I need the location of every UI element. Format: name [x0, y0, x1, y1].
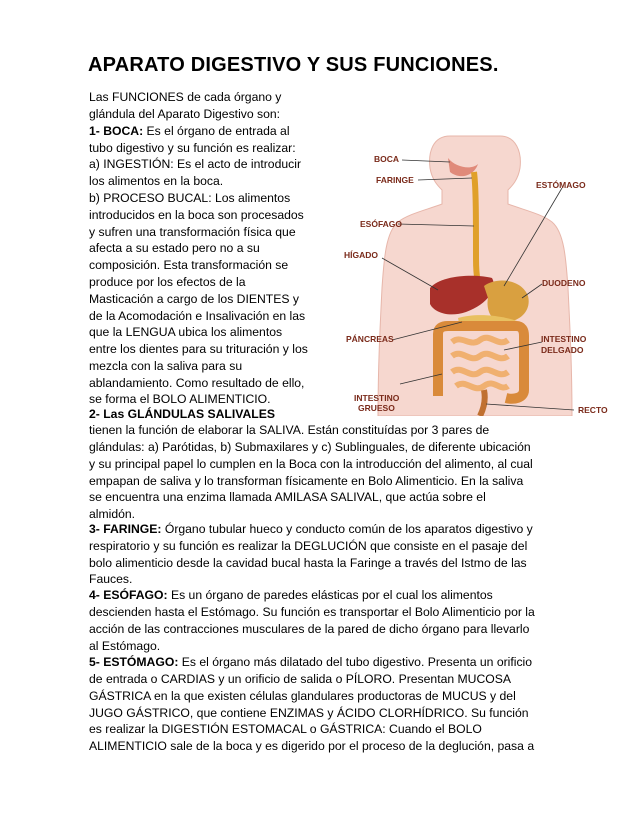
text-line: al Estómago.: [89, 639, 161, 653]
text-line: se forma el BOLO ALIMENTICIO.: [89, 392, 271, 406]
label-duodeno: DUODENO: [542, 278, 586, 288]
label-intestino-delgado-2: DELGADO: [541, 345, 584, 355]
section-heading-glandulas: 2- Las GLÁNDULAS SALIVALES: [89, 407, 275, 421]
text-line: entre los dientes para su trituración y los: [89, 342, 308, 356]
label-faringe: FARINGE: [376, 175, 414, 185]
text-line: glándula del Aparato Digestivo son:: [89, 107, 281, 121]
text-line: se encuentra una enzima llamada AMILASA SALIVAL, que actúa sobre el: [89, 490, 486, 504]
text-line: de la Acomodación e Insalivación en las: [89, 309, 306, 323]
text-line: mezcla con la saliva para su: [89, 359, 243, 373]
text-line: empapan de saliva y lo transforman físicamente en Bolo Alimenticio. En la saliva: [89, 474, 524, 488]
text-line: produce por los efectos de la: [89, 275, 246, 289]
text-line: 5- ESTÓMAGO: Es el órgano más dilatado del tubo digestivo. Presenta un orificio: [89, 655, 533, 669]
label-intestino-grueso-1: INTESTINO: [354, 393, 400, 403]
label-intestino-delgado-1: INTESTINO: [541, 334, 587, 344]
text-line: JUGO GÁSTRICO, que contiene ENZIMAS y ÁCIDO CLORHÍDRICO. Su función: [89, 706, 529, 720]
label-higado: HÍGADO: [344, 250, 378, 260]
text-line: Masticación a cargo de los DIENTES y: [89, 292, 299, 306]
text-line: que la LENGUA ubica los alimentos: [89, 325, 283, 339]
text-line: descienden hasta el Estómago. Su función es transportar el Bolo Alimenticio por la: [89, 605, 535, 619]
text-line: tubo digestivo y su función es realizar:: [89, 141, 296, 155]
text-line: afecta a su estado pero no a su: [89, 241, 260, 255]
text-line: ALIMENTICIO sale de la boca y es digerido por el proceso de la deglución, pasa a: [89, 739, 535, 753]
text-line: a) INGESTIÓN: Es el acto de introducir: [89, 157, 302, 171]
text-line: los alimentos en la boca.: [89, 174, 224, 188]
label-esofago: ESÓFAGO: [360, 219, 403, 229]
text-line: Fauces.: [89, 572, 133, 586]
text-line: y su principal papel lo cumplen en la Boca con la introducción del alimento, al cual: [89, 457, 533, 471]
text-line: 4- ESÓFAGO: Es un órgano de paredes elásticas por el cual los alimentos: [89, 588, 493, 602]
text-line: almidón.: [89, 507, 136, 521]
text-line: bolo alimenticio desde la cavidad bucal hasta la Faringe a través del Istmo de las: [89, 556, 527, 570]
text-line: respiratorio y su función es realizar la DEGLUCIÓN que consiste en el pasaje del: [89, 539, 528, 553]
text-line: es realizar la DIGESTIÓN ESTOMACAL o GÁSTRICA: Cuando el BOLO: [89, 722, 482, 736]
text-line: GÁSTRICA en la que existen células glandulares productoras de MUCUS y del: [89, 689, 516, 703]
text-line: y sufren una transformación física que: [89, 225, 296, 239]
label-pancreas: PÁNCREAS: [346, 334, 394, 344]
text-line: glándulas: a) Parótidas, b) Submaxilares y c) Sublinguales, de diferente ubicación: [89, 440, 531, 454]
text-line: introducidos en la boca son procesados: [89, 208, 304, 222]
text-line: de entrada o CARDIAS y un orificio de salida o PÍLORO. Presentan MUCOSA: [89, 672, 512, 686]
page-title: APARATO DIGESTIVO Y SUS FUNCIONES.: [88, 54, 499, 76]
text-line: Las FUNCIONES de cada órgano y: [89, 90, 282, 104]
label-estomago: ESTÓMAGO: [536, 180, 586, 190]
label-intestino-grueso-2: GRUESO: [358, 403, 395, 413]
text-line: 3- FARINGE: Órgano tubular hueco y conducto común de los aparatos digestivo y: [89, 522, 533, 536]
text-line-boca: 1- BOCA: Es el órgano de entrada al: [89, 124, 290, 138]
text-line: composición. Esta transformación se: [89, 258, 289, 272]
text-line: acción de las contracciones musculares de la pared de dicho órgano para llevarlo: [89, 622, 530, 636]
text-line: tienen la función de elaborar la SALIVA. Están constituídas por 3 pares de: [89, 423, 490, 437]
text-line: ablandamiento. Como resultado de ello,: [89, 376, 305, 390]
digestive-system-figure: [338, 128, 615, 416]
label-recto: RECTO: [578, 405, 608, 415]
label-boca: BOCA: [374, 154, 400, 164]
text-line: b) PROCESO BUCAL: Los alimentos: [89, 191, 291, 205]
